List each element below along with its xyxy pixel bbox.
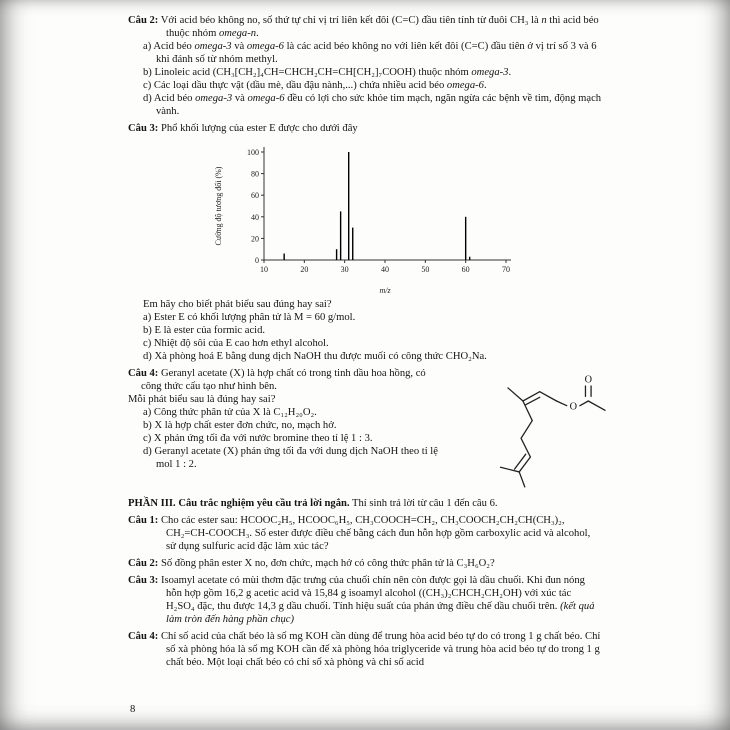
option-d <box>128 92 602 118</box>
option-label: b) <box>143 420 152 431</box>
part3-question-2 <box>128 557 602 570</box>
question-label: Câu 1: <box>128 515 159 526</box>
option-text: X phản ứng tối đa với nước bromine theo tỉ lệ 1 : 3. <box>153 433 373 444</box>
question-text <box>128 514 602 553</box>
question-prompt: Mỗi phát biểu sau là đúng hay sai? <box>128 394 276 405</box>
part2-question-4 <box>128 367 602 493</box>
double-bond <box>519 457 530 472</box>
bond <box>580 401 588 406</box>
question-text <box>128 557 602 570</box>
option-label: d) <box>143 351 152 362</box>
svg-text:30: 30 <box>340 265 349 274</box>
svg-text:Cường độ tương đối (%): Cường độ tương đối (%) <box>214 166 223 246</box>
ester-oxygen-label: O <box>569 401 578 413</box>
part2-question-2 <box>128 14 602 118</box>
question-heading <box>128 14 602 40</box>
option-c <box>128 79 602 92</box>
option-label: d) <box>143 446 152 457</box>
svg-text:m/z: m/z <box>379 286 391 295</box>
double-bond <box>523 392 540 401</box>
option-text: Xà phòng hoá E bằng dung dịch NaOH thu được muối có công thức CHO₂Na. <box>154 351 487 362</box>
question-label: Câu 2: <box>128 558 159 569</box>
option-text: Geranyl acetate (X) phản ứng tối đa với dung dịch NaOH theo tỉ lệ mol 1 : 2. <box>154 446 438 470</box>
chain-bonds <box>521 401 532 457</box>
option-b <box>128 324 602 337</box>
mass-spectrum-chart <box>210 138 602 296</box>
option-label: b) <box>143 325 152 336</box>
svg-text:100: 100 <box>247 148 259 157</box>
double-bond <box>515 454 526 469</box>
question-text <box>128 630 602 669</box>
page-number: 8 <box>130 704 136 715</box>
section-heading: PHẦN III. Câu trắc nghiệm yêu cầu trả lời ngắn. Thí sinh trả lời từ câu 1 đến câu 6. <box>128 498 498 509</box>
svg-text:10: 10 <box>260 265 268 274</box>
question-label: Câu 2: <box>128 15 159 26</box>
option-text: Ester E có khối lượng phân tử là M = 60 g/mol. <box>153 312 356 323</box>
svg-text:40: 40 <box>381 265 389 274</box>
svg-text:60: 60 <box>461 265 470 274</box>
option-label: a) <box>143 407 152 418</box>
svg-text:70: 70 <box>502 265 510 274</box>
question-intro: Với acid béo không no, số thứ tự chỉ vị trí liên kết đôi (C=C) đầu tiên tính từ đuôi CH₃ là n thì acid béo thuộc nhóm omega-n. <box>160 15 599 39</box>
option-label: a) <box>143 312 152 323</box>
option-text: Acid béo omega-3 và omega-6 là các acid béo không no với liên kết đôi (C=C) đầu tiên ở vị trí số 3 và 6 khi đánh số từ nhóm methyl. <box>153 41 597 65</box>
option-text: Acid béo omega-3 và omega-6 đều có lợi cho sức khỏe tim mạch, ngăn ngừa các bệnh về tim, động mạch vành. <box>153 93 602 117</box>
svg-text:50: 50 <box>421 265 430 274</box>
part2-question-3 <box>128 122 602 363</box>
bond <box>540 392 557 401</box>
question-heading <box>128 122 602 135</box>
option-d <box>128 350 602 363</box>
svg-text:60: 60 <box>251 191 259 201</box>
option-text: Các loại dầu thực vật (dầu mè, dầu đậu nành,...) chứa nhiều acid béo omega-6. <box>153 80 487 91</box>
bond <box>557 401 567 406</box>
option-label: c) <box>143 80 152 91</box>
option-text: Nhiệt độ sôi của E cao hơn ethyl alcohol. <box>153 338 329 349</box>
option-label: a) <box>143 41 152 52</box>
question-label: Câu 3: <box>128 123 159 134</box>
option-c <box>128 337 602 350</box>
geranyl-acetate-structure-image <box>452 367 620 491</box>
option-text: X là hợp chất ester đơn chức, no, mạch hở. <box>154 420 337 431</box>
part3-header <box>128 497 602 510</box>
bond <box>508 388 523 401</box>
question-intro: Phổ khối lượng của ester E được cho dưới đây <box>160 123 358 134</box>
methyl-bond <box>519 472 525 487</box>
option-text: E là ester của formic acid. <box>154 325 266 336</box>
question-prompt: Em hãy cho biết phát biểu sau đúng hay sai? <box>143 299 332 310</box>
option-a <box>128 40 602 66</box>
part3-question-3 <box>128 574 602 626</box>
part3-question-1 <box>128 514 602 553</box>
option-text: Linoleic acid (CH₃[CH₂]₄CH=CHCH₂CH=CH[CH₂]₇COOH) thuộc nhóm omega-3. <box>154 67 512 78</box>
svg-text:40: 40 <box>251 212 259 222</box>
svg-text:80: 80 <box>251 169 259 179</box>
option-b <box>128 66 602 79</box>
part3-question-4 <box>128 630 602 669</box>
carbonyl-oxygen-label: O <box>584 374 592 386</box>
question-label: Câu 4: <box>128 368 159 379</box>
question-label: Câu 3: <box>128 575 159 586</box>
question-label: Câu 4: <box>128 631 159 642</box>
bond <box>588 401 605 410</box>
question-body: Chỉ số acid của chất béo là số mg KOH cần dùng để trung hòa acid béo tự do có trong 1 g chất béo. Chỉ số xà phòng hóa là số mg KOH cần để xà phòng hóa triglyceride và trung hòa acid béo tự do trong 1 g chất béo. Một loại chất béo có chỉ số xà phòng và chỉ số acid <box>160 631 601 668</box>
methyl-bond <box>501 467 520 472</box>
option-a <box>128 311 602 324</box>
question-text <box>128 574 602 626</box>
question-body: Cho các ester sau: HCOOC₂H₅, HCOOC₆H₅, CH₃COOCH=CH₂, CH₃COOCH₂CH₂CH(CH₃)₂, CH₂=CH-COOCH₃. Số ester được điều chế bằng cách đun hỗn hợp gồm carboxylic acid và alcohol, sử dụng sulfuric acid đặc làm xúc tác? <box>160 515 591 552</box>
svg-text:0: 0 <box>255 256 259 265</box>
option-label: d) <box>143 93 152 104</box>
svg-text:20: 20 <box>300 265 309 274</box>
svg-text:20: 20 <box>251 234 259 244</box>
question-body: Isoamyl acetate có mùi thơm đặc trưng của chuối chín nên còn được gọi là dầu chuối. Khi đun nóng hỗn hợp gồm 16,2 g acetic acid và 15,84 g isoamyl alcohol ((CH₃)₂CHCH₂CH₂OH) với xúc tác H₂SO₄ đặc, thu được 14,3 g dầu chuối. Tính hiệu suất của phản ứng điều chế dầu chuối trên. (kết quả làm tròn đến hàng phần chục) <box>160 575 595 625</box>
option-label: c) <box>143 338 152 349</box>
mass-spectrum-svg <box>210 138 520 296</box>
option-label: b) <box>143 67 152 78</box>
option-text: Công thức phân tử của X là C₁₂H₂₀O₂. <box>153 407 317 418</box>
question-body: Số đồng phân ester X no, đơn chức, mạch hở có công thức phân tử là C₃H₆O₂? <box>160 558 495 569</box>
option-label: c) <box>143 433 152 444</box>
question-intro: Geranyl acetate (X) là hợp chất có trong tinh dầu hoa hồng, có công thức cấu tạo như hình bên. <box>141 368 426 392</box>
